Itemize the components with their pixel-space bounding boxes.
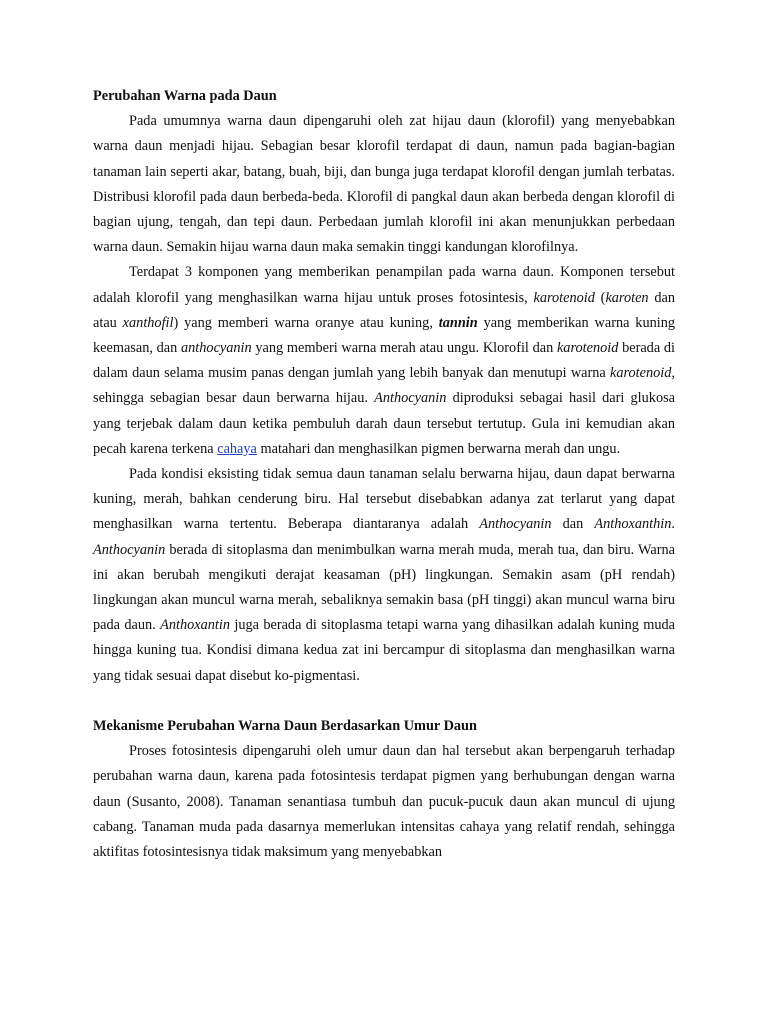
term-karotenoid: karotenoid (610, 365, 672, 382)
term-karoten: karoten (605, 289, 649, 306)
text-run: berada di dalam daun selama musim panas dengan jumlah yang lebih banyak dan menutupi warna (93, 340, 675, 382)
text-run: berada di sitoplasma dan menimbulkan warna merah muda, merah tua, dan biru. Warna ini akan berubah mengikuti derajat keasaman (pH) lingkungan. Semakin asam (pH rendah) lingkungan akan muncul warna merah, sebaliknya semakin basa (pH tinggi) akan muncul warna biru pada daun. (93, 541, 675, 634)
term-tannin: tannin (438, 314, 478, 331)
paragraph-komponen-warna (93, 260, 675, 462)
paragraph-text: Pada umumnya warna daun dipengaruhi oleh zat hijau daun (klorofil) yang menyebabkan warna daun menjadi hijau. Sebagian besar klorofil terdapat di daun, namun pada bagian-bagian tanaman lain seperti akar, batang, buah, biji, dan bunga juga terdapat klorofil dengan jumlah terbatas. Distribusi klorofil pada daun berbeda-beda. Klorofil di pangkal daun akan berbeda dengan klorofil di bagian ujung, tengah, dan tepi daun. Perbedaan jumlah klorofil ini akan menunjukkan perbedaan warna daun. Semakin hijau warna daun maka semakin tinggi kandungan klorofilnya. (93, 113, 675, 256)
section-heading-perubahan-warna: Perubahan Warna pada Daun (93, 88, 277, 104)
paragraph-text: Proses fotosintesis dipengaruhi oleh umur daun dan hal tersebut akan berpengaruh terhadap perubahan warna daun, karena pada fotosintesis terdapat pigmen yang berhubungan dengan warna daun (Susanto, 2008). Tanaman senantiasa tumbuh dan pucuk-pucuk daun akan muncul di ujung cabang. Tanaman muda pada dasarnya memerlukan intensitas cahaya yang relatif rendah, sehingga aktifitas fotosintesisnya tidak maksimum yang menyebabkan (93, 743, 675, 861)
section-heading-mekanisme: Mekanisme Perubahan Warna Daun Berdasarkan Umur Daun (93, 718, 477, 735)
text-run: matahari dan menghasilkan pigmen berwarna merah dan ungu. (256, 440, 621, 457)
text-run: Pada kondisi eksisting tidak semua daun tanaman selalu berwarna hijau, daun dapat berwarna kuning, merah, bahkan cenderung biru. Hal tersebut disebabkan adanya zat terlarut yang dapat menghasilkan warna tertentu. Beberapa diantaranya adalah (93, 466, 675, 533)
term-karotenoid: karotenoid (556, 340, 619, 357)
text-run: yang memberi warna merah atau ungu. Klorofil dan (251, 340, 557, 357)
term-karotenoid: karotenoid (533, 289, 595, 306)
term-anthocyanin: anthocyanin (181, 340, 252, 357)
term-anthocyanin: Anthocyanin (93, 541, 166, 558)
text-run: . (671, 516, 675, 533)
term-xanthofil: xanthofil (122, 314, 174, 331)
link-cahaya[interactable]: cahaya (217, 440, 257, 457)
text-run: Terdapat 3 komponen yang memberikan penampilan pada warna daun. Komponen tersebut adalah klorofil yang menghasilkan warna hijau untuk proses fotosintesis, (93, 264, 675, 306)
text-run: dan atau (93, 289, 675, 331)
text-run: ( (594, 289, 606, 306)
paragraph-kondisi-eksisting (93, 462, 675, 689)
term-anthoxanthin: Anthoxanthin (594, 516, 672, 533)
text-run: ) yang memberi warna oranye atau kuning, (173, 314, 439, 331)
text-run: yang memberikan warna kuning keemasan, dan (93, 314, 676, 357)
term-anthoxantin: Anthoxantin (160, 617, 230, 634)
document-body (93, 84, 675, 865)
paragraph-proses-fotosintesis (93, 739, 675, 865)
text-run: juga berada di sitoplasma tetapi warna yang dihasilkan adalah kuning muda hingga kuning tua. Kondisi dimana kedua zat ini bercampur di sitoplasma dan menghasilkan warna yang tidak sesuai dapat disebut ko-pigmentasi. (93, 617, 675, 684)
term-anthocyanin: Anthocyanin (374, 390, 447, 407)
text-run: dan (551, 516, 595, 533)
paragraph-klorofil (93, 109, 675, 260)
text-run: diproduksi sebagai hasil dari glukosa yang terjebak dalam daun ketika pembuluh darah daun tersebut tertutup. Gula ini kemudian akan pecah karena terkena (93, 390, 675, 457)
text-run: , sehingga sebagian besar daun berwarna hijau. (93, 365, 675, 407)
term-anthocyanin: Anthocyanin (479, 516, 552, 533)
